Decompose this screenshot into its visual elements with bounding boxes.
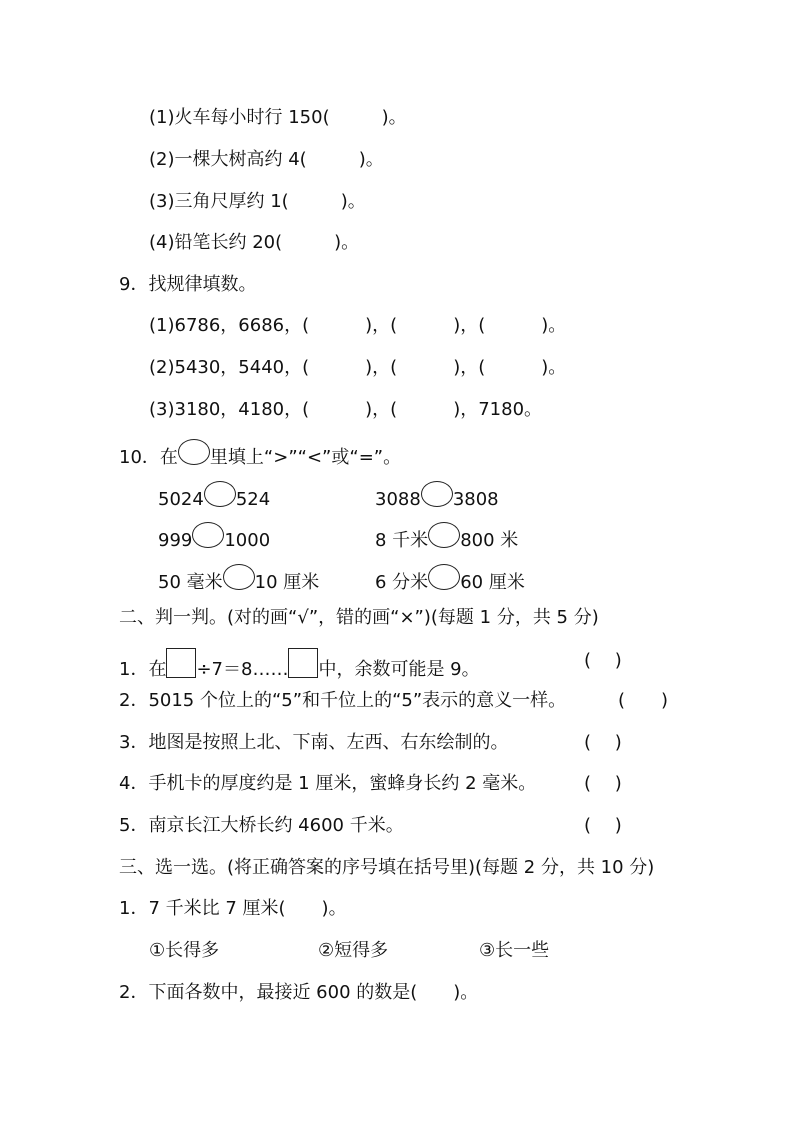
part2-item-4: 4．手机卡的厚度约是 1 厘米，蜜蜂身长约 2 毫米。 bbox=[119, 773, 537, 794]
q8-item-4-text: (4)铅笔长约 20( bbox=[149, 232, 283, 253]
compare-right-value: 1000 bbox=[224, 530, 271, 551]
square-blank[interactable] bbox=[166, 648, 196, 678]
compare-right-value: 524 bbox=[235, 489, 271, 510]
judge-paren[interactable]: ( ) bbox=[584, 773, 622, 794]
q8-item-4-suffix: )。 bbox=[334, 232, 360, 253]
q9-item-2-sep1: )，( bbox=[365, 357, 398, 378]
q9-item-1-seq: (1)6786，6686，( bbox=[149, 315, 310, 336]
compare-circle-blank[interactable] bbox=[223, 564, 255, 590]
q9-item-1-sep1: )，( bbox=[365, 315, 398, 336]
compare-right-value: 800 米 bbox=[460, 530, 519, 551]
part2-item-1-mid: ÷7＝8…… bbox=[196, 659, 289, 680]
option-1: ①长得多 bbox=[149, 940, 220, 961]
q10-row-1-left bbox=[158, 481, 271, 510]
judge-paren[interactable]: ( ) bbox=[584, 650, 622, 671]
compare-left-value: 6 分米 bbox=[375, 572, 429, 593]
compare-left-value: 3088 bbox=[375, 489, 421, 510]
compare-right-value: 3808 bbox=[452, 489, 499, 510]
square-blank[interactable] bbox=[288, 648, 318, 678]
q10-title-pre: 10．在 bbox=[119, 447, 178, 468]
q9-item-1-sep2: )，( bbox=[453, 315, 486, 336]
compare-circle-blank[interactable] bbox=[204, 481, 236, 507]
q10-title-post: 里填上“>”“<”或“=”。 bbox=[209, 447, 402, 468]
q8-item-2-suffix: )。 bbox=[358, 149, 384, 170]
option-3: ③长一些 bbox=[479, 940, 550, 961]
q8-item-2-text: (2)一棵大树高约 4( bbox=[149, 149, 307, 170]
option-2: ②短得多 bbox=[318, 940, 389, 961]
q9-item-2-end: )。 bbox=[541, 357, 567, 378]
compare-left-value: 8 千米 bbox=[375, 530, 429, 551]
q9-item-2 bbox=[149, 355, 566, 381]
part2-heading: 二、判一判。(对的画“√”，错的画“×”)(每题 1 分，共 5 分) bbox=[119, 607, 599, 628]
judge-paren[interactable]: ( ) bbox=[584, 815, 622, 836]
q10-row-2-left bbox=[158, 522, 271, 551]
q8-item-2 bbox=[149, 147, 384, 173]
part2-item-3: 3．地图是按照上北、下南、左西、右东绘制的。 bbox=[119, 732, 509, 753]
q10-row-3-left bbox=[158, 564, 320, 593]
q9-item-1-end: )。 bbox=[541, 315, 567, 336]
part2-item-1-post: 中，余数可能是 9。 bbox=[318, 659, 480, 680]
compare-circle-blank[interactable] bbox=[428, 564, 460, 590]
judge-paren[interactable]: ( ) bbox=[618, 690, 669, 711]
q9-title: 9．找规律填数。 bbox=[119, 274, 257, 295]
part2-item-1 bbox=[119, 648, 480, 680]
compare-left-value: 999 bbox=[158, 530, 193, 551]
compare-circle-blank[interactable] bbox=[428, 522, 460, 548]
q9-item-2-seq: (2)5430，5440，( bbox=[149, 357, 310, 378]
q9-item-3-end: )，7180。 bbox=[453, 399, 543, 420]
part2-item-1-pre: 1．在 bbox=[119, 659, 167, 680]
judge-paren[interactable]: ( ) bbox=[584, 732, 622, 753]
part3-q1: 1．7 千米比 7 厘米( )。 bbox=[119, 898, 347, 919]
q9-item-3-seq: (3)3180，4180，( bbox=[149, 399, 310, 420]
q10-row-3-right bbox=[375, 564, 525, 593]
compare-left-value: 50 毫米 bbox=[158, 572, 223, 593]
compare-right-value: 10 厘米 bbox=[254, 572, 320, 593]
q9-item-1 bbox=[149, 313, 566, 339]
q8-item-4 bbox=[149, 230, 359, 256]
compare-left-value: 5024 bbox=[158, 489, 204, 510]
q8-item-3-suffix: )。 bbox=[340, 191, 366, 212]
part3-heading: 三、选一选。(将正确答案的序号填在括号里)(每题 2 分，共 10 分) bbox=[119, 857, 655, 878]
compare-circle-blank[interactable] bbox=[421, 481, 453, 507]
q10-row-2-right bbox=[375, 522, 519, 551]
q8-item-3-text: (3)三角尺厚约 1( bbox=[149, 191, 289, 212]
part2-item-2: 2．5015 个位上的“5”和千位上的“5”表示的意义一样。 bbox=[119, 690, 567, 711]
q9-item-3 bbox=[149, 397, 542, 423]
q8-item-1-suffix: )。 bbox=[381, 107, 407, 128]
q8-item-1 bbox=[149, 105, 407, 131]
q8-item-3 bbox=[149, 189, 366, 215]
q10-row-1-right bbox=[375, 481, 499, 510]
q10-title bbox=[119, 439, 402, 468]
q9-item-3-sep1: )，( bbox=[365, 399, 398, 420]
q8-item-1-text: (1)火车每小时行 150( bbox=[149, 107, 330, 128]
part2-item-5: 5．南京长江大桥长约 4600 千米。 bbox=[119, 815, 404, 836]
part3-q2: 2．下面各数中，最接近 600 的数是( )。 bbox=[119, 982, 479, 1003]
compare-right-value: 60 厘米 bbox=[460, 572, 525, 593]
circle-blank-icon bbox=[178, 439, 210, 465]
q9-item-2-sep2: )，( bbox=[453, 357, 486, 378]
compare-circle-blank[interactable] bbox=[192, 522, 224, 548]
